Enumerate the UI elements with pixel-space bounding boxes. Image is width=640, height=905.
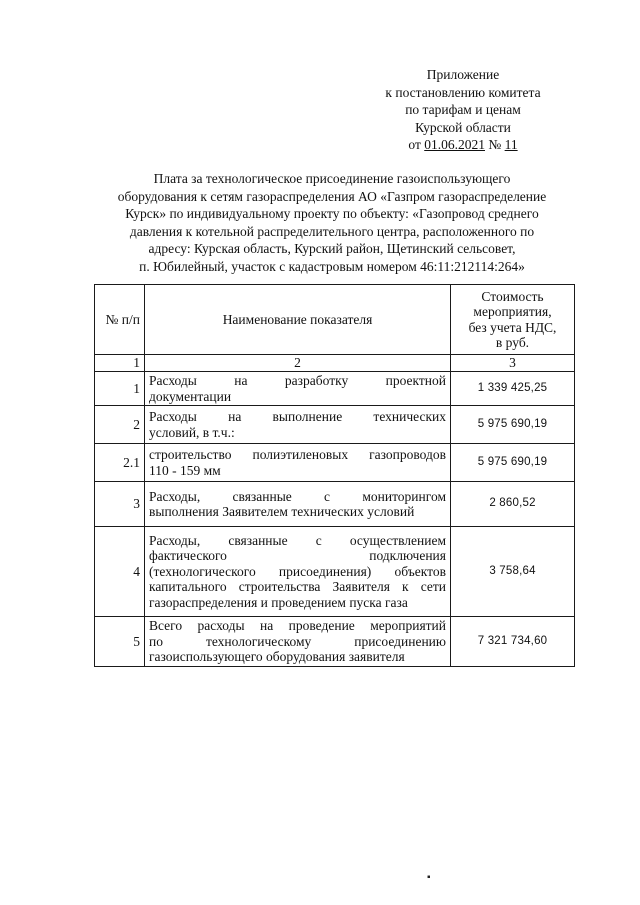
table-row	[95, 372, 575, 406]
row-name-line: документации	[149, 388, 232, 404]
table-row	[95, 617, 575, 667]
header-cost	[451, 285, 575, 355]
row-cost: 1 339 425,25	[451, 372, 575, 406]
row-cost: 2 860,52	[451, 482, 575, 527]
header-cost-line: мероприятия,	[473, 304, 552, 319]
appendix-label: Приложение	[426, 67, 500, 82]
row-cost: 5 975 690,19	[451, 406, 575, 444]
row-name-line: капитального строительства Заявителя к сети	[149, 579, 446, 595]
row-name-line: Расходы на разработку проектной	[149, 373, 446, 388]
appendix-resolution: к постановлению комитета	[385, 84, 541, 100]
row-cost: 7 321 734,60	[451, 617, 575, 667]
document-title	[82, 170, 582, 275]
row-num: 1	[95, 372, 145, 406]
title-line: п. Юбилейный, участок с кадастровым номером 46:11:212114:264»	[139, 258, 525, 274]
index-cell: 2	[145, 355, 451, 372]
row-name-line: строительство полиэтиленовых газопроводов	[149, 447, 446, 462]
row-name-line: Всего расходы на проведение мероприятий	[149, 618, 446, 634]
table-row	[95, 527, 575, 617]
row-name-line: газоиспользующего оборудования заявителя	[149, 649, 405, 665]
appendix-committee: по тарифам и ценам	[405, 102, 521, 117]
row-name	[145, 444, 451, 482]
table-header-row	[95, 285, 575, 355]
row-num: 3	[95, 482, 145, 527]
table-row	[95, 406, 575, 444]
row-name	[145, 527, 451, 617]
row-num: 2	[95, 406, 145, 444]
row-name-line: выполнения Заявителем технических условий	[149, 504, 415, 519]
row-num: 2.1	[95, 444, 145, 482]
appendix-header	[348, 66, 578, 154]
index-cell: 1	[95, 355, 145, 372]
row-name-line: Расходы, связанные с мониторингом	[149, 488, 446, 504]
table-row	[95, 482, 575, 527]
row-cost: 5 975 690,19	[451, 444, 575, 482]
row-num: 5	[95, 617, 145, 667]
row-name-line: газораспределения и проведением пуска газа	[149, 594, 408, 610]
table-index-row	[95, 355, 575, 372]
title-line: Курск» по индивидуальному проекту по объекту: «Газопровод среднего	[125, 206, 539, 221]
header-cost-line: Стоимость	[481, 288, 544, 304]
appendix-number: 11	[504, 137, 518, 152]
appendix-date: 01.06.2021	[424, 137, 485, 152]
row-name-line: (технологического присоединения) объектов	[149, 563, 446, 579]
header-name: Наименование показателя	[145, 285, 451, 355]
index-cell: 3	[451, 355, 575, 372]
row-num: 4	[95, 527, 145, 617]
title-line: Плата за технологическое присоединение газоиспользующего	[153, 171, 511, 186]
row-cost: 3 758,64	[451, 527, 575, 617]
row-name-line: Расходы, связанные с осуществлением	[149, 532, 446, 548]
row-name-line: 110 - 159 мм	[149, 462, 221, 478]
row-name-line: условий, в т.ч.:	[149, 424, 235, 440]
row-name	[145, 406, 451, 444]
appendix-region: Курской области	[415, 119, 511, 135]
title-line: оборудования к сетям газораспределения АО «Газпром газораспределение	[117, 188, 547, 204]
fee-table	[94, 284, 575, 667]
row-name	[145, 482, 451, 527]
scan-speck: ▪	[427, 872, 431, 883]
title-line: адресу: Курская область, Курский район, Щетинский сельсовет,	[148, 241, 516, 256]
table-row	[95, 444, 575, 482]
row-name	[145, 372, 451, 406]
header-cost-line: в руб.	[495, 335, 530, 350]
title-line: давления к котельной распределительного центра, расположенного по	[129, 223, 535, 239]
row-name-line: фактического подключения	[149, 548, 446, 564]
row-name-line: Расходы на выполнение технических	[149, 409, 446, 424]
date-prefix: от	[408, 137, 425, 152]
row-name-line: по технологическому присоединению	[149, 633, 446, 649]
header-num: № п/п	[95, 285, 145, 355]
number-prefix: №	[484, 137, 505, 152]
appendix-date-line	[348, 136, 578, 154]
header-cost-line: без учета НДС,	[468, 319, 557, 335]
row-name	[145, 617, 451, 667]
